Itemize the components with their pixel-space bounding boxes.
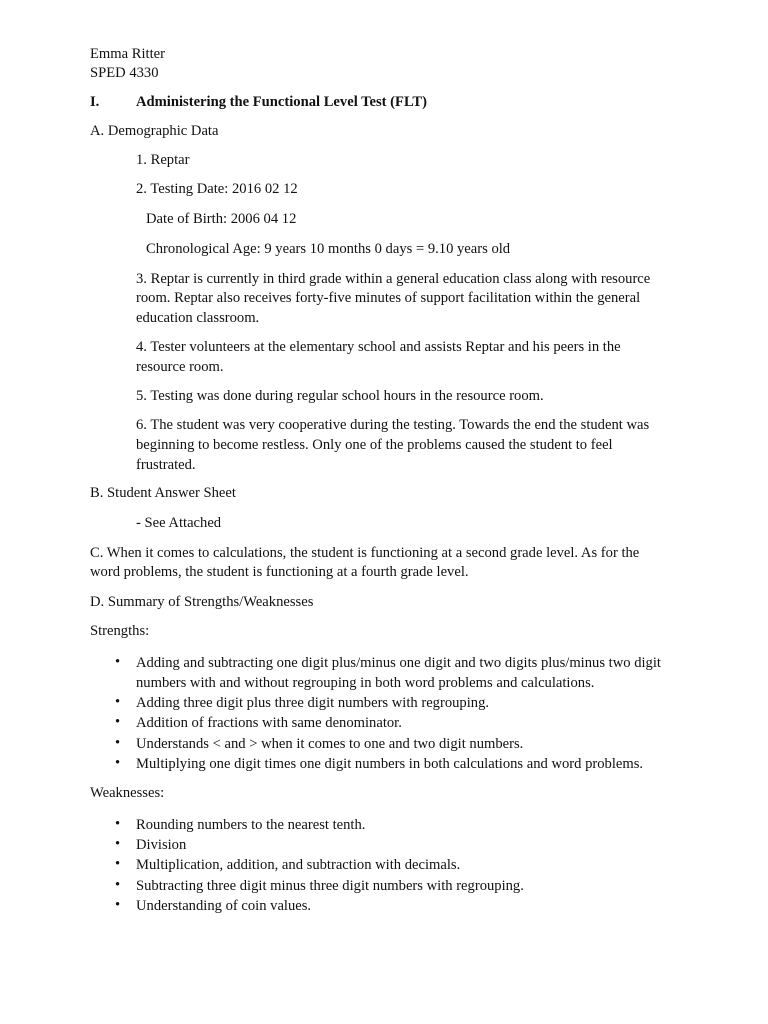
strength-2: Adding three digit plus three digit numbers with regrouping. — [136, 695, 490, 711]
bullet-icon: • — [115, 654, 121, 670]
strength-1-line-1: Adding and subtracting one digit plus/minus one digit and two digits plus/minus two digit — [136, 655, 661, 671]
bullet-icon: • — [115, 836, 121, 852]
weakness-3: Multiplication, addition, and subtraction with decimals. — [136, 857, 461, 873]
strength-3: Addition of fractions with same denominator. — [136, 715, 402, 731]
bullet-icon: • — [115, 694, 121, 710]
date-of-birth: Date of Birth: 2006 04 12 — [146, 211, 297, 227]
section-title: Administering the Functional Level Test (FLT) — [136, 94, 427, 110]
item-6-line-2: beginning to become restless. Only one of the problems caused the student to feel — [136, 437, 613, 453]
bullet-icon: • — [115, 735, 121, 751]
bullet-icon: • — [115, 856, 121, 872]
item-6-line-3: frustrated. — [136, 457, 196, 473]
weakness-5: Understanding of coin values. — [136, 898, 312, 914]
item-2-testing-date: 2. Testing Date: 2016 02 12 — [136, 181, 298, 197]
weakness-2: Division — [136, 837, 187, 853]
bullet-icon: • — [115, 897, 121, 913]
section-c-line-1: C. When it comes to calculations, the student is functioning at a second grade level. As for the — [90, 545, 640, 561]
item-4-line-1: 4. Tester volunteers at the elementary school and assists Reptar and his peers in the — [136, 339, 621, 355]
item-1: 1. Reptar — [136, 152, 190, 168]
weaknesses-label: Weaknesses: — [90, 785, 165, 801]
item-4-line-2: resource room. — [136, 359, 224, 375]
chronological-age: Chronological Age: 9 years 10 months 0 days = 9.10 years old — [146, 241, 511, 257]
strength-4: Understands < and > when it comes to one and two digit numbers. — [136, 736, 524, 752]
section-d-heading: D. Summary of Strengths/Weaknesses — [90, 594, 314, 610]
strengths-label: Strengths: — [90, 623, 150, 639]
section-b-heading: B. Student Answer Sheet — [90, 485, 236, 501]
section-number: I. — [90, 94, 100, 110]
item-3-line-3: education classroom. — [136, 310, 260, 326]
weakness-1: Rounding numbers to the nearest tenth. — [136, 817, 366, 833]
bullet-icon: • — [115, 755, 121, 771]
item-6-line-1: 6. The student was very cooperative during the testing. Towards the end the student was — [136, 417, 650, 433]
item-3-line-2: room. Reptar also receives forty-five minutes of support facilitation within the general — [136, 290, 641, 306]
course-code: SPED 4330 — [90, 65, 159, 81]
bullet-icon: • — [115, 816, 121, 832]
author-name: Emma Ritter — [90, 46, 165, 62]
section-a-heading: A. Demographic Data — [90, 123, 219, 139]
strength-1-line-2: numbers with and without regrouping in both word problems and calculations. — [136, 675, 595, 691]
see-attached-note: - See Attached — [136, 515, 222, 531]
weakness-4: Subtracting three digit minus three digit numbers with regrouping. — [136, 878, 524, 894]
bullet-icon: • — [115, 877, 121, 893]
strength-5: Multiplying one digit times one digit numbers in both calculations and word problems. — [136, 756, 644, 772]
item-5: 5. Testing was done during regular school hours in the resource room. — [136, 388, 544, 404]
bullet-icon: • — [115, 714, 121, 730]
section-c-line-2: word problems, the student is functioning at a fourth grade level. — [90, 564, 469, 580]
item-3-line-1: 3. Reptar is currently in third grade within a general education class along with resource — [136, 271, 651, 287]
